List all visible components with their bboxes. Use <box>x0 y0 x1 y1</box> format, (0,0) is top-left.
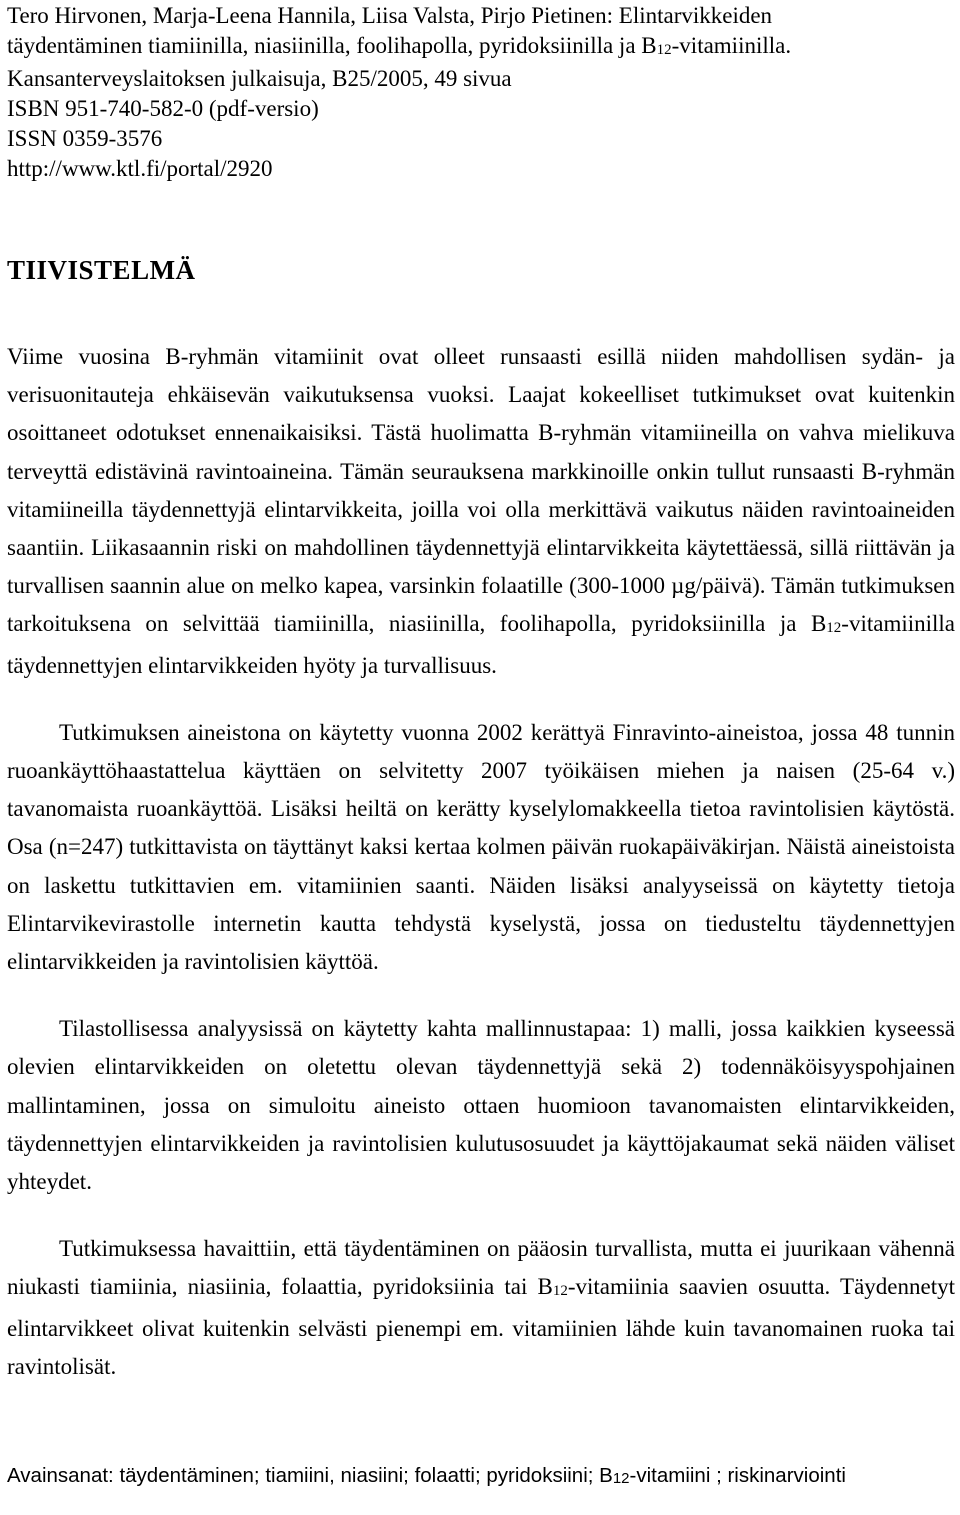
paragraph-1-text-end: -vitamiinilla täydennettyjen elintarvikkeiden hyöty ja turvallisuus. <box>7 611 955 678</box>
paragraph-4-text: Tutkimuksessa havaittiin, että täydentäminen on pääosin turvallista, mutta ei juurikaan vähennä niukasti tiamiinia, niasiinia, folaattia, pyridoksiinia tai B <box>7 1236 955 1300</box>
abstract-paragraph-3: Tilastollisessa analyysissä on käytetty kahta mallinnustapaa: 1) malli, jossa kaikkien kyseessä olevien elintarvikkeiden on oletettu olevan täydennettyjä sekä 2) todennäköisyyspohjainen mallintaminen, jossa on simuloitu aineisto ottaen huomioon tavanomaisten elintarvikkeiden, täydennettyjen elintarvikkeiden ja ravintolisien kulutusosuudet ja käyttöjakaumat sekä näiden väliset yhteydet. <box>7 1016 955 1195</box>
keywords-subscript: 12 <box>612 1470 630 1487</box>
citation-isbn: ISBN 951-740-582-0 (pdf-versio) <box>7 96 319 121</box>
abstract-body <box>7 338 955 1386</box>
citation-title <box>7 31 955 64</box>
abstract-paragraph-4 <box>7 1230 955 1386</box>
citation-url[interactable]: http://www.ktl.fi/portal/2920 <box>7 156 273 181</box>
keywords-text-end: -vitamiini ; riskinarviointi <box>629 1464 846 1487</box>
paragraph-1-subscript: 12 <box>826 620 842 637</box>
document-page <box>7 0 955 1487</box>
keywords-line <box>7 1462 955 1492</box>
citation-block <box>7 0 955 184</box>
paragraph-1-text: Viime vuosina B-ryhmän vitamiinit ovat olleet runsaasti esillä niiden mahdollisen sydän- ja verisuonitauteja ehkäisevän vaikutuksensa vuoksi. Laajat kokeelliset tutkimukset ovat kuitenkin osoittaneet odotukset ennenaikaisiksi. Tästä huolimatta B-ryhmän vitamiineilla on vahva mielikuva terveyttä edistävinä ravintoaineina. Tämän seurauksena markkinoille onkin tullut runsaasti B-ryhmän vitamiineilla täydennettyjä elintarvikkeita, joilla voi olla merkittävä vaikutus näiden ravintoaineiden saantiin. Liikasaannin riski on mahdollinen täydennettyjä elintarvikkeita käytettäessä, sillä riittävän ja turvallisen saannin alue on melko kapea, varsinkin folaatille (300-1000 µg/päivä). Tämän tutkimuksen tarkoituksena on selvittää tiamiinilla, niasiinilla, foolihapolla, pyridoksiinilla ja B <box>7 344 955 637</box>
paragraph-4-subscript: 12 <box>552 1283 568 1300</box>
abstract-paragraph-2: Tutkimuksen aineistona on käytetty vuonna 2002 kerättyä Finravinto-aineistoa, jossa 48 tunnin ruoankäyttöhaastattelua käyttäen on selvitetty 2007 työikäisen miehen ja naisen (25-64 v.) tavanomaista ruoankäyttöä. Lisäksi heiltä on kerätty kyselylomakkeella tietoa ravintolisien käytöstä. Osa (n=247) tutkittavista on täyttänyt kaksi kertaa kolmen päivän ruokapäiväkirjan. Näistä aineistoista on laskettu tutkittavien em. vitamiinien saanti. Näiden lisäksi analyyseissä on käytetty tietoja Elintarvikevirastolle internetin kautta tehdystä kyselystä, jossa on tiedusteltu täydennettyjen elintarvikkeiden ja ravintolisien käyttöä. <box>7 719 955 975</box>
citation-authors: Tero Hirvonen, Marja-Leena Hannila, Liisa Valsta, Pirjo Pietinen: Elintarvikkeiden <box>7 3 773 28</box>
abstract-paragraph-1 <box>7 338 955 685</box>
keywords-text: Avainsanat: täydentäminen; tiamiini, niasiini; folaatti; pyridoksiini; B <box>7 1464 613 1487</box>
citation-title-subscript: 12 <box>656 42 672 58</box>
citation-issn: ISSN 0359-3576 <box>7 126 163 151</box>
paragraph-4-text-end: -vitamiinia saavien osuutta. Täydennetyt elintarvikkeet olivat kuitenkin selvästi pienempi em. vitamiinien lähde kuin tavanomainen ruoka tai ravintolisät. <box>7 1274 955 1379</box>
citation-title-text: täydentäminen tiamiinilla, niasiinilla, foolihapolla, pyridoksiinilla ja B <box>7 33 657 58</box>
citation-title-text-end: -vitamiinilla. <box>671 33 792 58</box>
citation-series: Kansanterveyslaitoksen julkaisuja, B25/2005, 49 sivua <box>7 66 512 91</box>
section-heading: TIIVISTELMÄ <box>7 255 196 285</box>
